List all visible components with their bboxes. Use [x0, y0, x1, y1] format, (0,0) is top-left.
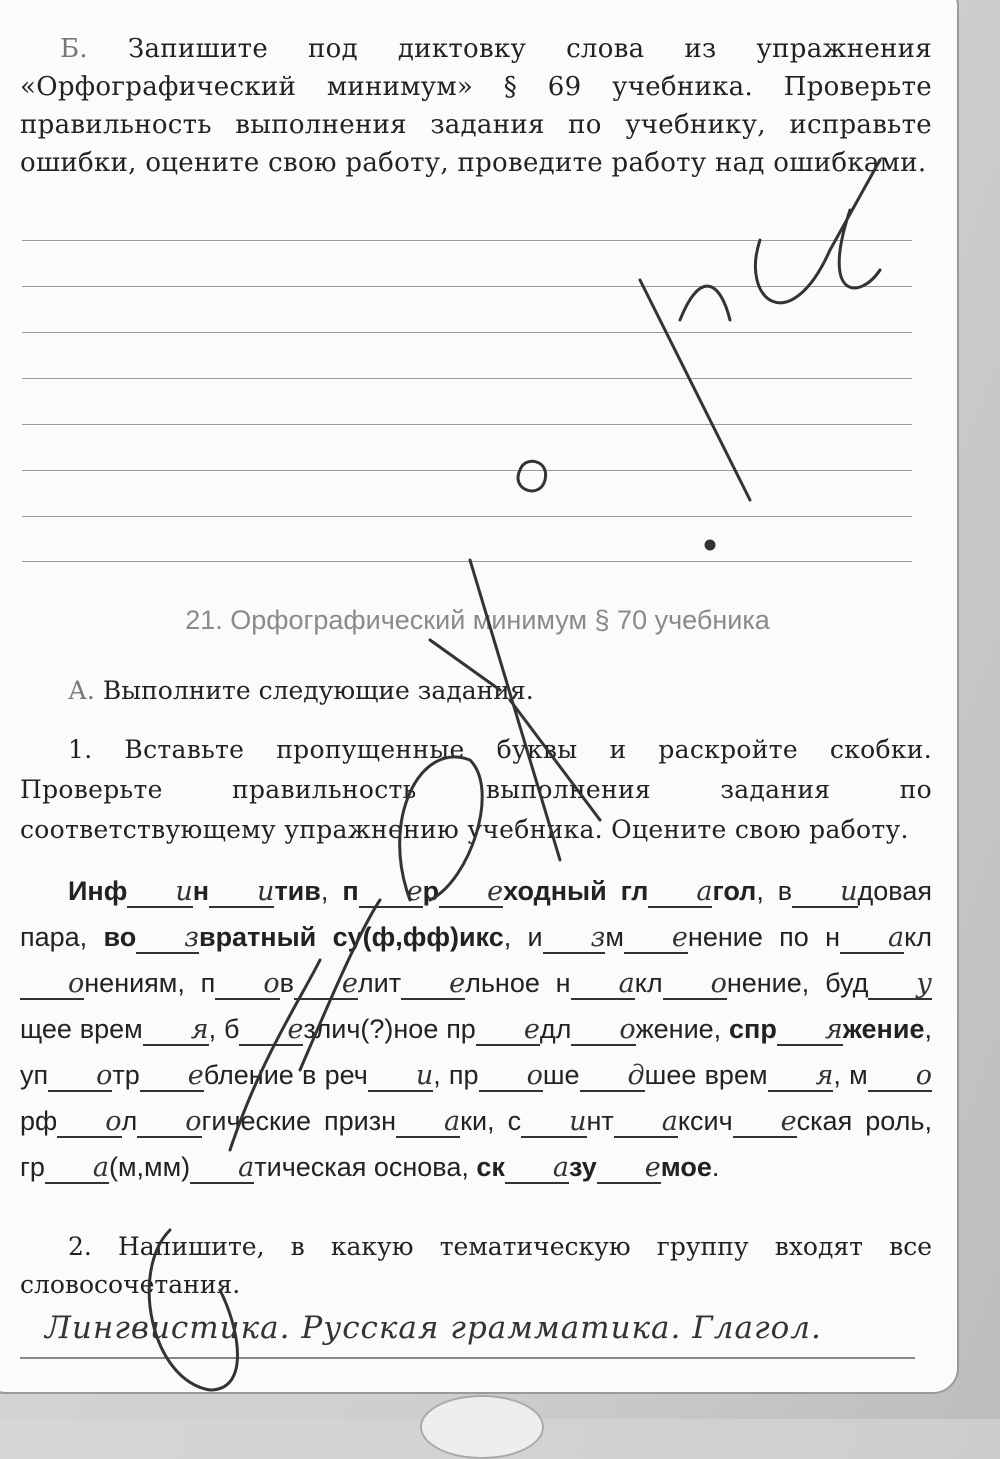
filled-letter: и [368, 1062, 433, 1092]
exercise-text-segment: р [422, 876, 440, 906]
exercise-text-segment: , уп [20, 1014, 932, 1090]
exercise-text-segment: спр [729, 1014, 777, 1044]
filled-letter: о [20, 970, 84, 1000]
task-1: 1. Вставьте пропущенные буквы и раскройте скобки. Проверьте правильность выполнения задания по соответствующему упражнению учебника. Оцените свою работу. [20, 735, 932, 844]
task-b-label: Б. [60, 34, 88, 64]
filled-letter: о [479, 1062, 543, 1092]
exercise-text-segment: гические призн [201, 1106, 397, 1136]
exercise-text-segment: , в [756, 876, 793, 906]
exercise-text-segment: , б [208, 1014, 240, 1044]
exercise-text-segment: довая пара, [20, 876, 932, 952]
exercise-text-segment: кл [634, 968, 663, 998]
filled-letter: а [396, 1108, 460, 1138]
exercise-text-segment: тив [274, 876, 321, 906]
exercise-text-segment: зу [568, 1152, 597, 1182]
filled-letter: е [439, 878, 503, 908]
filled-letter: д [580, 1062, 645, 1092]
exercise-text-segment: бление в реч [203, 1060, 368, 1090]
exercise-text-segment: жение [842, 1014, 925, 1044]
filled-letter: о [868, 1062, 932, 1092]
watermark-stroke [518, 461, 546, 491]
filled-letter: о [137, 1108, 201, 1138]
filled-letter: о [215, 970, 279, 1000]
filled-letter: о [48, 1062, 112, 1092]
filled-letter: и [209, 878, 274, 908]
exercise-text-segment: мое [660, 1152, 712, 1182]
exercise-text-segment: ки, с [460, 1106, 522, 1136]
exercise-text-segment: , м [833, 1060, 868, 1090]
watermark-dot [706, 541, 714, 549]
filled-letter: и [127, 878, 192, 908]
exercise-text-segment: Инф [68, 876, 128, 906]
watermark-stroke [149, 1230, 237, 1390]
exercise-text-segment: , и [503, 922, 543, 952]
filled-letter: а [190, 1154, 254, 1184]
filled-letter: я [143, 1016, 209, 1046]
task-a-label: А. [68, 676, 95, 705]
watermark-stroke [430, 560, 600, 860]
exercise-text-segment: п [342, 876, 359, 906]
filled-letter: у [868, 970, 932, 1000]
exercise-text-segment: ходный гл [503, 876, 649, 906]
exercise-text-segment: н [192, 876, 210, 906]
exercise-text-segment: (м,мм) [108, 1152, 191, 1182]
exercise-text-segment: ская роль, гр [20, 1106, 933, 1182]
filled-letter: я [777, 1016, 843, 1046]
exercise-text-segment: рф [20, 1106, 58, 1136]
exercise-text-segment: . [711, 1152, 720, 1182]
exercise-text-segment: л [121, 1106, 138, 1136]
exercise-text-segment: нение по н [687, 922, 840, 952]
exercise-text-segment: нениям, п [84, 968, 216, 998]
exercise-text-segment: жение, [635, 1014, 730, 1044]
exercise-text-segment: м [605, 922, 624, 952]
filled-letter: а [45, 1154, 109, 1184]
watermark-stroke [400, 757, 483, 900]
exercise-text-segment: дл [539, 1014, 572, 1044]
watermark-stroke [755, 160, 880, 303]
filled-letter: е [239, 1016, 303, 1046]
filled-letter: е [476, 1016, 540, 1046]
exercise-text-segment: щее врем [20, 1014, 143, 1044]
exercise-text-segment: шее врем [644, 1060, 768, 1090]
exercise-text-segment: нт [586, 1106, 614, 1136]
exercise-text-segment: , [320, 876, 343, 906]
exercise-text-segment: во [103, 922, 137, 952]
exercise-text-segment: в [279, 968, 294, 998]
filled-letter: е [401, 970, 465, 1000]
exercise-text-segment: тр [112, 1060, 140, 1090]
filled-letter: и [792, 878, 857, 908]
watermark-stroke [230, 900, 380, 1150]
handwritten-answer: Лингвистика. Русская грамматика. Глагол. [45, 1310, 822, 1346]
filled-letter: а [571, 970, 635, 1000]
section-heading: 21. Орфографический минимум § 70 учебника [185, 605, 770, 635]
exercise-text-segment: ск [476, 1152, 505, 1182]
filled-letter: о [57, 1108, 121, 1138]
exercise-text-segment: , пр [433, 1060, 479, 1090]
filled-letter: е [294, 970, 358, 1000]
watermark-stroke [640, 280, 750, 500]
task-a-text: Выполните следующие задания. [102, 676, 534, 705]
exercise-text-segment: гол [712, 876, 757, 906]
filled-letter: о [663, 970, 727, 1000]
filled-letter: е [624, 924, 688, 954]
filled-letter: и [521, 1108, 586, 1138]
exercise-text-segment: вратный су(ф,фф)икс [198, 922, 504, 952]
filled-letter: е [733, 1108, 797, 1138]
filled-letter: а [840, 924, 904, 954]
filled-letter: я [768, 1062, 834, 1092]
exercise-text-segment: ксич [677, 1106, 733, 1136]
filled-letter: о [571, 1016, 635, 1046]
exercise-text-segment: лит [357, 968, 402, 998]
filled-letter: е [597, 1154, 661, 1184]
filled-letter: а [614, 1108, 678, 1138]
exercise-text-segment: злич(?)ное пр [303, 1014, 476, 1044]
exercise-text-segment: ше [542, 1060, 580, 1090]
exercise-text-segment: льное н [465, 968, 571, 998]
task-2: 2. Напишите, в какую тематическую группу входят все словосочетания. [20, 1232, 932, 1299]
filled-letter: а [505, 1154, 569, 1184]
filled-letter: е [359, 878, 423, 908]
filled-letter: а [648, 878, 712, 908]
exercise-text-segment: кл [904, 922, 932, 952]
exercise-text-segment: тическая основа, [254, 1152, 477, 1182]
exercise-text-segment: нение, буд [726, 968, 869, 998]
filled-letter: е [140, 1062, 204, 1092]
task-b-text: Запишите под диктовку слова из упражнения «Орфографический минимум» § 69 учебника. Проверьте правильность выполнения задания по учебнику, исправьте ошибки, оцените свою работу, проведите работу над ошибками. [20, 34, 932, 178]
filled-letter: з [136, 924, 199, 954]
filled-letter: з [543, 924, 606, 954]
